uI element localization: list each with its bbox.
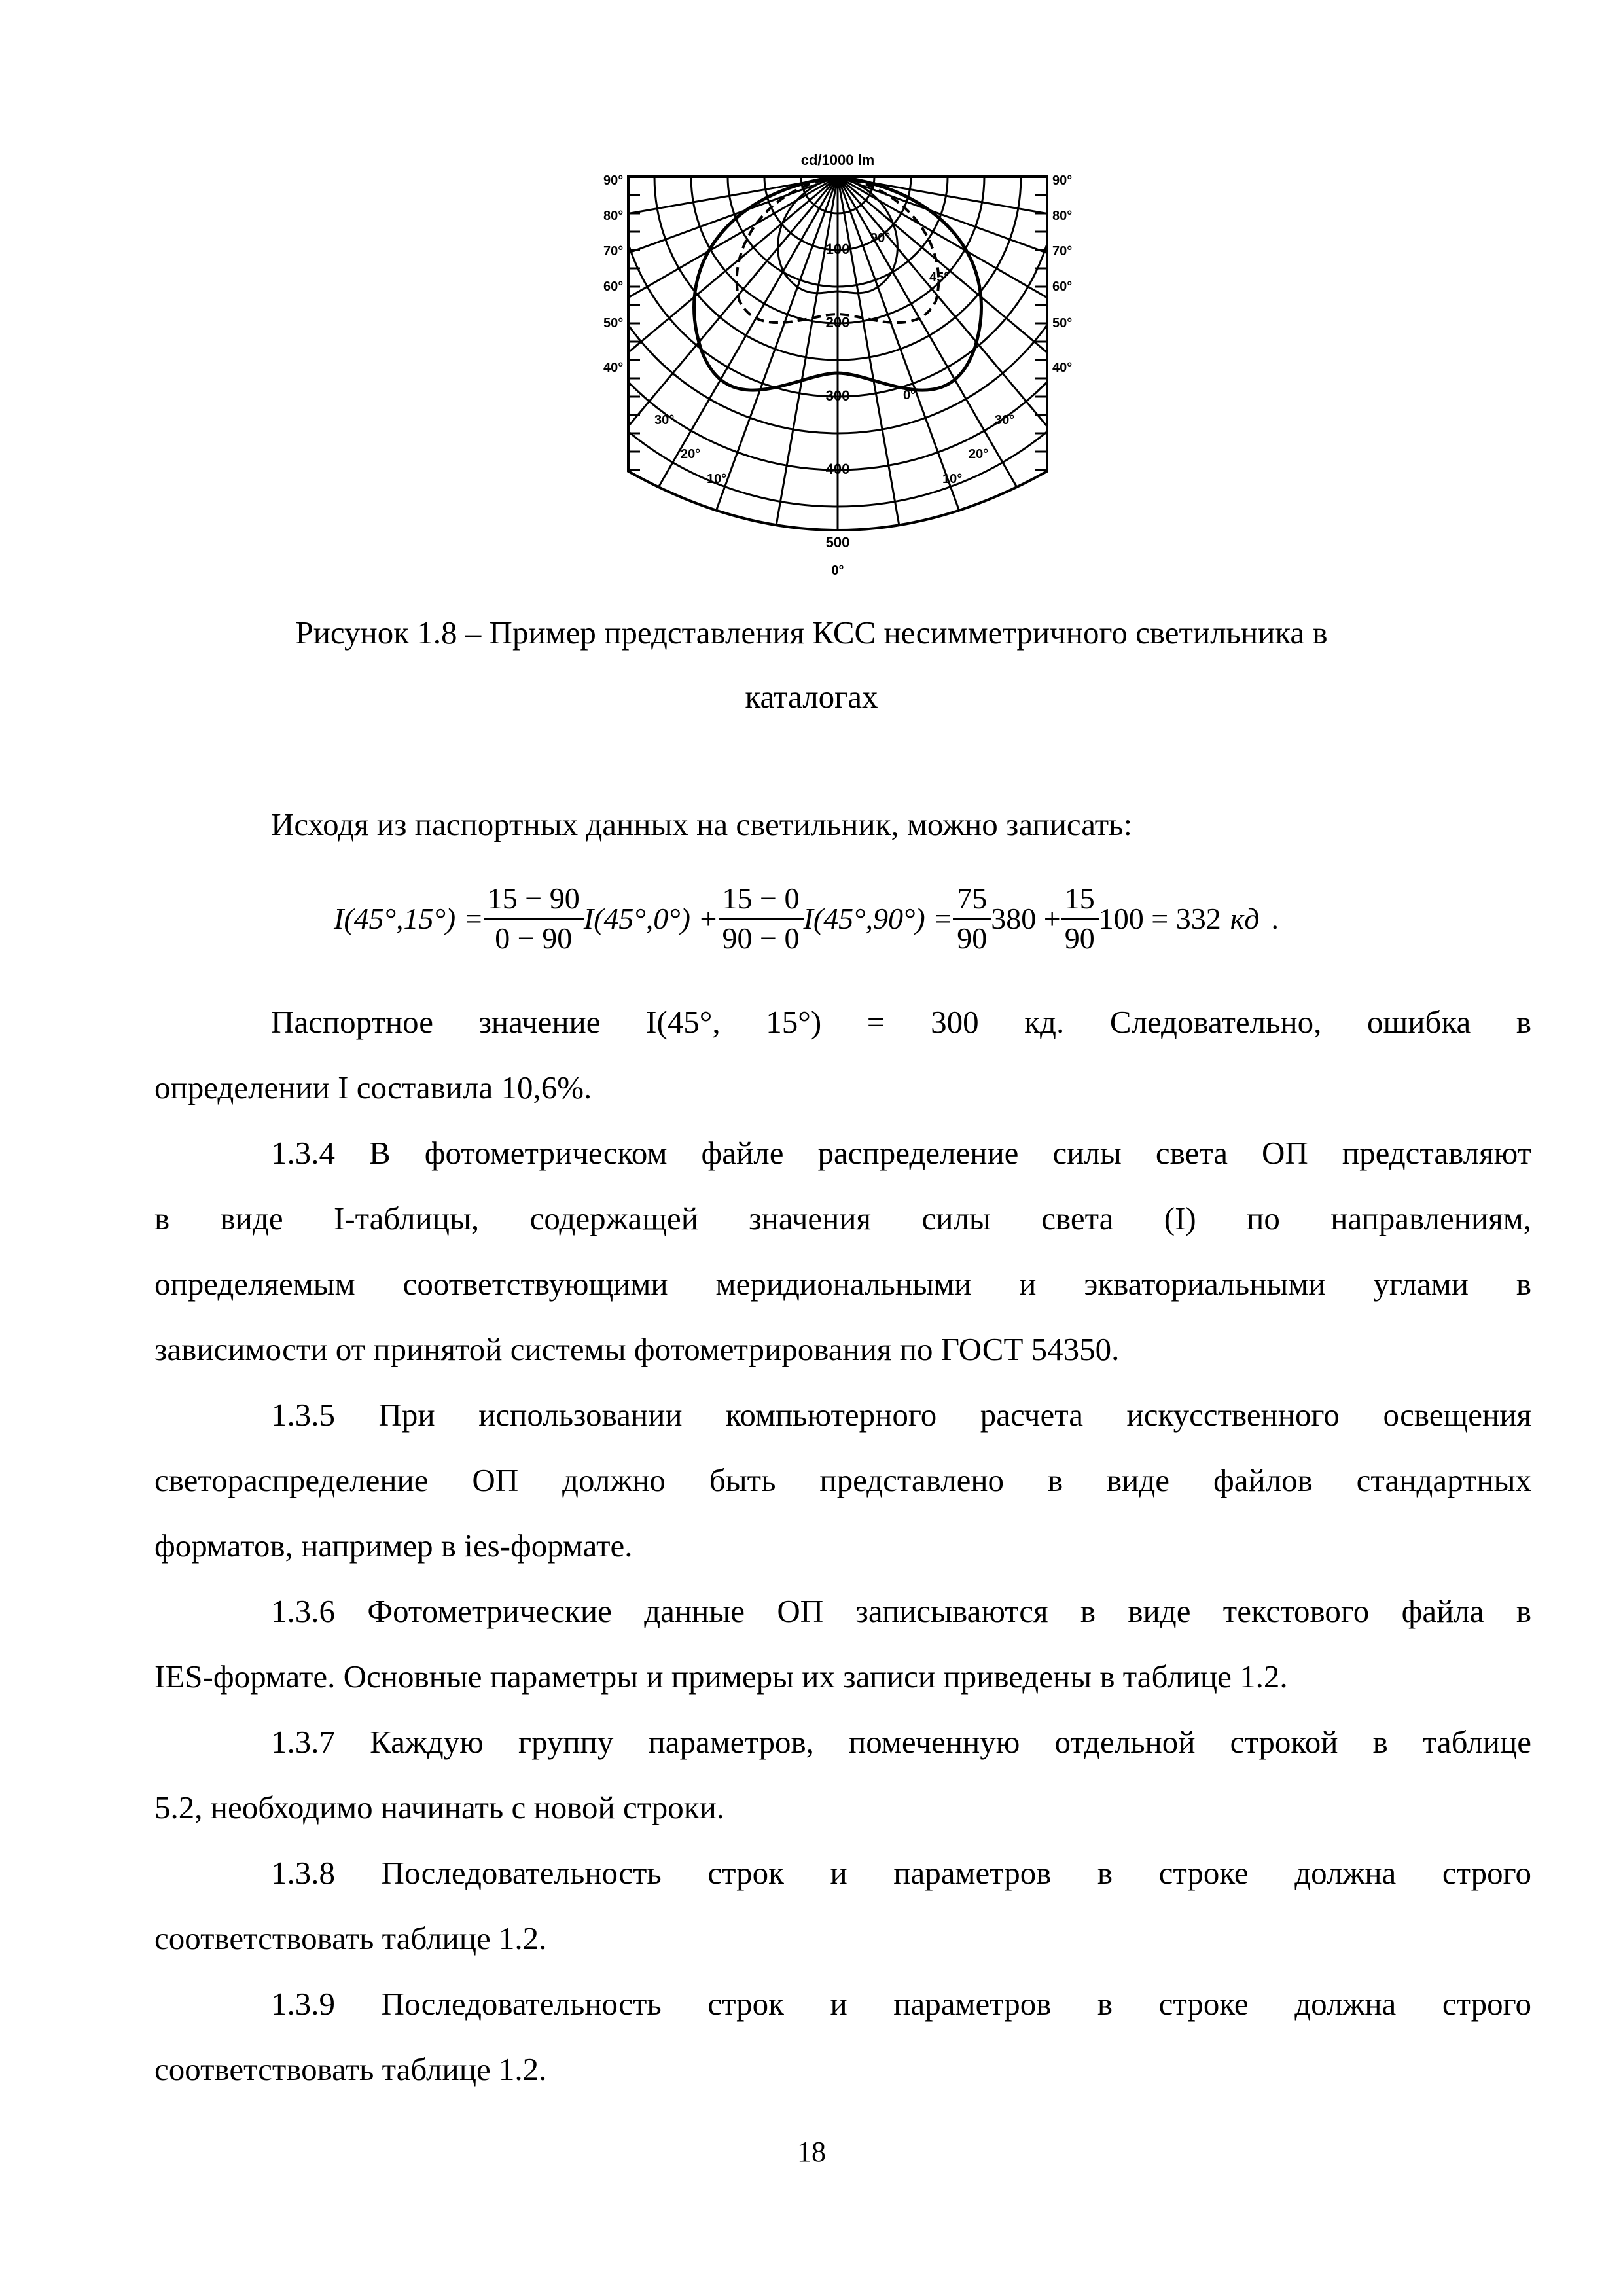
frac1-den: 0 − 90 <box>495 921 573 955</box>
bottom-angle-label: 0° <box>831 564 844 578</box>
paragraph-1-3-9 <box>154 1971 1531 2102</box>
paragraph-line: 1.3.4 В фотометрическом файле распределение силы света ОП представляют <box>271 1135 1531 1171</box>
curve-label: 90° <box>870 231 891 245</box>
radial-intensity-label: 500 <box>825 534 850 550</box>
paragraph-line: 5.2, необходимо начинать с новой строки. <box>154 1789 725 1825</box>
right-angle-label: 10° <box>942 472 963 486</box>
formula-fraction-1 <box>484 880 584 958</box>
radial-intensity-label: 100 <box>825 241 850 257</box>
formula-fraction-3 <box>953 880 991 958</box>
paragraph-1-3-4 <box>154 1121 1531 1382</box>
right-angle-label: 40° <box>1052 361 1073 375</box>
left-angle-label: 70° <box>603 244 624 259</box>
left-angle-label: 40° <box>603 361 624 375</box>
left-angle-label: 30° <box>654 413 675 427</box>
right-angle-label: 20° <box>969 447 989 461</box>
curve-label: 45° <box>929 270 950 285</box>
right-angle-label: 30° <box>995 413 1015 427</box>
formula-unit: кд <box>1230 901 1260 935</box>
formula-term4: 100 = 332 <box>1098 901 1221 935</box>
frac2-den: 90 − 0 <box>722 921 800 955</box>
frac3-num: 75 <box>953 880 991 920</box>
formula-fraction-2 <box>719 880 804 958</box>
unit-label: cd/1000 lm <box>800 152 875 168</box>
radial-intensity-label: 200 <box>825 314 850 331</box>
curve-label: 0° <box>903 388 916 403</box>
figure-caption-line1: Рисунок 1.8 – Пример представления КСС несимметричного светильника в <box>295 615 1328 651</box>
paragraph-1-3-6 <box>154 1579 1531 1710</box>
intro-text: Исходя из паспортных данных на светильник, можно записать: <box>271 806 1133 842</box>
formula-term2: I(45°,90°) = <box>803 901 954 935</box>
paragraph-line: 1.3.8 Последовательность строк и параметров в строке должна строго <box>271 1855 1531 1891</box>
intro-paragraph <box>154 792 1531 857</box>
interpolation-formula <box>334 869 1499 967</box>
polar-diagram <box>602 151 1073 583</box>
left-angle-label: 10° <box>707 472 727 486</box>
right-angle-label: 80° <box>1052 209 1073 223</box>
formula-fraction-4 <box>1061 880 1099 958</box>
left-angle-label: 50° <box>603 316 624 331</box>
paragraph-line: 1.3.9 Последовательность строк и параметров в строке должна строго <box>271 1986 1531 2022</box>
right-angle-label: 70° <box>1052 244 1073 259</box>
frac1-num: 15 − 90 <box>484 880 584 920</box>
page-number: 18 <box>797 2136 826 2168</box>
radial-intensity-label: 300 <box>825 387 850 404</box>
paragraph-line: зависимости от принятой системы фотометрирования по ГОСТ 54350. <box>154 1331 1120 1367</box>
left-angle-label: 20° <box>681 447 701 461</box>
left-angle-label: 90° <box>603 173 624 188</box>
paragraph-line: 1.3.7 Каждую группу параметров, помеченную отдельной строкой в таблице <box>271 1724 1531 1760</box>
paragraph-line: Паспортное значение I(45°, 15°) = 300 кд. Следовательно, ошибка в <box>271 1004 1531 1040</box>
left-angle-label: 60° <box>603 279 624 294</box>
paragraph-line: 1.3.6 Фотометрические данные ОП записываются в виде текстового файла в <box>271 1593 1531 1629</box>
paragraph-1-3-7 <box>154 1710 1531 1840</box>
paragraph-1-3-5 <box>154 1382 1531 1579</box>
right-angle-label: 50° <box>1052 316 1073 331</box>
paragraph-line: определении I составила 10,6%. <box>154 1069 592 1105</box>
formula-lhs: I(45°,15°) = <box>334 901 484 935</box>
polar-grid <box>602 151 1073 583</box>
paragraph-line: соответствовать таблице 1.2. <box>154 2051 547 2087</box>
frac4-den: 90 <box>1064 921 1095 955</box>
formula-end: . <box>1271 901 1279 935</box>
right-angle-label: 90° <box>1052 173 1073 188</box>
paragraph-line: форматов, например в ies-формате. <box>154 1528 633 1564</box>
frac4-num: 15 <box>1061 880 1099 920</box>
paragraph-line: определяемым соответствующими меридиональными и экваториальными углами в <box>154 1266 1531 1302</box>
figure-caption-line2: каталогах <box>745 679 878 715</box>
polar-diagram-figure <box>602 151 1073 583</box>
paragraph-line: 1.3.5 При использовании компьютерного расчета искусственного освещения <box>271 1397 1531 1433</box>
paragraph-line: IES-формате. Основные параметры и примеры их записи приведены в таблице 1.2. <box>154 1659 1288 1695</box>
formula-term1: I(45°,0°) + <box>583 901 719 935</box>
left-angle-label: 80° <box>603 209 624 223</box>
paragraph-1-3-8 <box>154 1840 1531 1971</box>
paragraph-line: соответствовать таблице 1.2. <box>154 1920 547 1956</box>
frac3-den: 90 <box>957 921 988 955</box>
paragraph-line: светораспределение ОП должно быть представлено в виде файлов стандартных <box>154 1462 1531 1498</box>
frac2-num: 15 − 0 <box>719 880 804 920</box>
paragraph-1 <box>154 990 1531 1121</box>
radial-intensity-label: 400 <box>825 461 850 477</box>
paragraph-line: в виде I-таблицы, содержащей значения силы света (I) по направлениям, <box>154 1200 1531 1236</box>
right-angle-label: 60° <box>1052 279 1073 294</box>
formula-term3: 380 + <box>991 901 1061 935</box>
